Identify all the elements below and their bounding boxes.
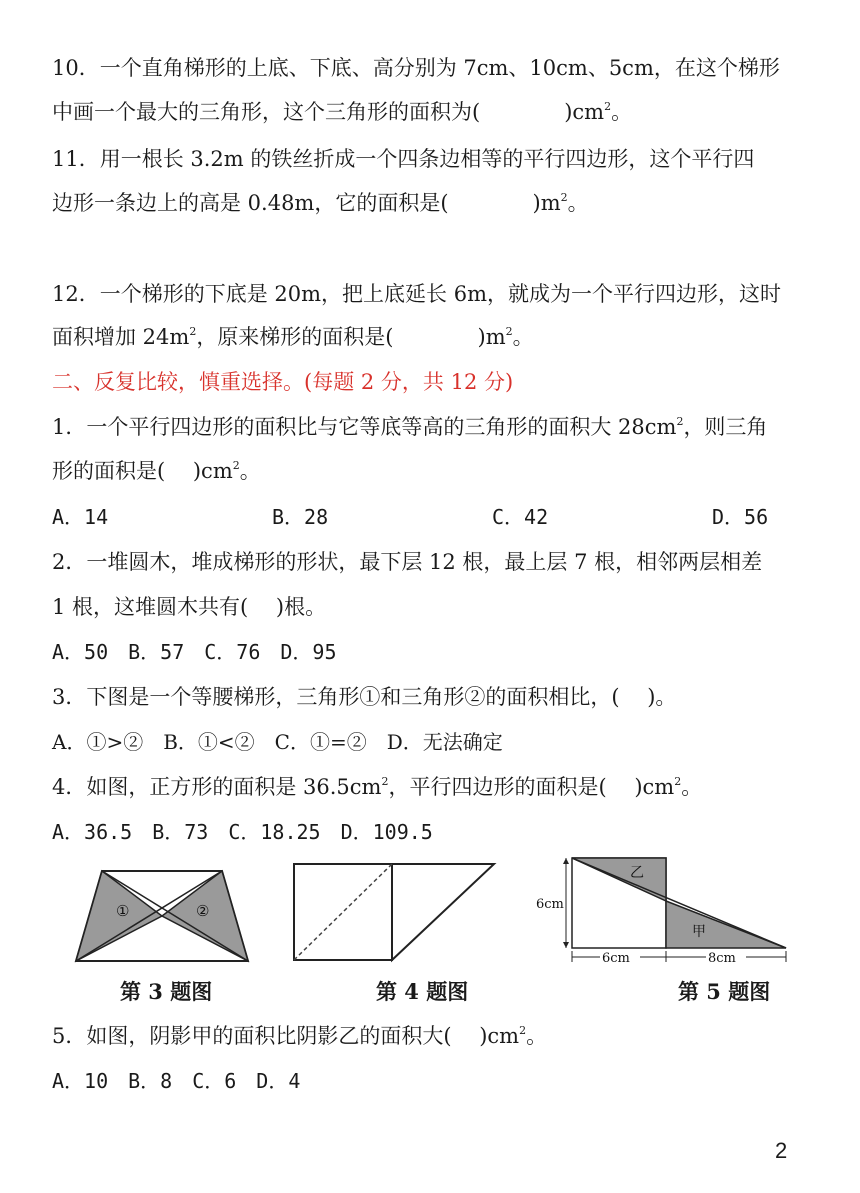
section2-title: 二、反复比较，慎重选择。(每题 2 分，共 12 分): [52, 370, 514, 394]
c4-options: A．36.5 B．73 C．18.25 D．109.5: [52, 820, 433, 844]
q11-line2: [52, 188, 808, 218]
punct: 。: [526, 1024, 548, 1048]
q12-line2: [52, 322, 808, 352]
parallelogram-triangle: [392, 864, 494, 960]
c3-options: A．①>② B．①<② C．①=② D．无法确定: [52, 730, 503, 754]
q12-line2-text-b: ，原来梯形的面积是( )m: [196, 325, 506, 349]
figure-3-trapezoid: [72, 866, 252, 964]
c2-line1: 2．一堆圆木，堆成梯形的形状，最下层 12 根，最上层 7 根，相邻两层相差: [52, 550, 763, 574]
fig4-caption: 第 4 题图: [376, 979, 469, 1004]
punct: 。: [611, 100, 633, 124]
c4-line1-text: 4．如图，正方形的面积是 36.5cm: [52, 775, 382, 799]
c1-options: [52, 502, 808, 532]
superscript: 2: [560, 191, 568, 204]
q11-line1: 11．用一根长 3.2m 的铁丝折成一个四条边相等的平行四边形，这个平行四: [52, 147, 755, 171]
c2-line2: 1 根，这堆圆木共有( )根。: [52, 595, 327, 619]
c1-line2-text: 形的面积是( )cm: [52, 459, 233, 483]
arrow-up-icon: [563, 858, 569, 864]
c2-options: A．50 B．57 C．76 D．95: [52, 640, 337, 664]
c5-line1-text: 5．如图，阴影甲的面积比阴影乙的面积大( )cm: [52, 1024, 520, 1048]
c4-line1-mid: ，平行四边形的面积是( )cm: [388, 775, 675, 799]
q12-line2-text-a: 面积增加 24m: [52, 325, 190, 349]
c1-line1-tail: ，则三角: [683, 415, 768, 439]
c1-option-c: C．42: [492, 505, 549, 529]
fig5-label-jia: 甲: [692, 924, 706, 940]
superscript: 2: [519, 1024, 527, 1037]
c4-line1: [52, 772, 808, 802]
c1-line2: [52, 456, 808, 486]
superscript: 2: [381, 775, 389, 788]
fig5-label-yi: 乙: [630, 865, 644, 881]
c5-line1: [52, 1021, 808, 1051]
c1-option-a: A．14: [52, 505, 109, 529]
q12-line1: 12．一个梯形的下底是 20m，把上底延长 6m，就成为一个平行四边形，这时: [52, 282, 781, 306]
fig3-label-1: ①: [116, 902, 130, 920]
punct: 。: [239, 459, 261, 483]
q10-line1: 10．一个直角梯形的上底、下底、高分别为 7cm、10cm、5cm，在这个梯形: [52, 56, 780, 80]
fig5-left-dim: 6cm: [536, 897, 564, 912]
superscript: 2: [676, 415, 684, 428]
fig5-caption: 第 5 题图: [678, 979, 771, 1004]
figure-5-shaded-triangles: [532, 850, 794, 968]
superscript: 2: [189, 325, 197, 338]
q10-line2-text: 中画一个最大的三角形，这个三角形的面积为( )cm: [52, 100, 605, 124]
c5-options: A．10 B．8 C．6 D．4: [52, 1069, 301, 1093]
c1-line1-text: 1．一个平行四边形的面积比与它等底等高的三角形的面积大 28cm: [52, 415, 677, 439]
superscript: 2: [232, 459, 240, 472]
fig5-bottom-dim1: 6cm: [602, 951, 630, 966]
page-number: 2: [775, 1138, 788, 1163]
q10-line2: [52, 97, 808, 127]
q11-line2-text: 边形一条边上的高是 0.48m，它的面积是( )m: [52, 191, 561, 215]
fig3-caption: 第 3 题图: [120, 979, 213, 1004]
punct: 。: [681, 775, 703, 799]
fig3-label-2: ②: [196, 902, 210, 920]
c1-option-d: D．56: [712, 505, 769, 529]
superscript: 2: [604, 100, 612, 113]
square-outline: [294, 864, 392, 960]
superscript: 2: [674, 775, 682, 788]
arrow-down-icon: [563, 942, 569, 948]
figure-4-square-parallelogram: [290, 860, 498, 964]
punct: 。: [567, 191, 589, 215]
c1-option-b: B．28: [272, 505, 329, 529]
superscript: 2: [505, 325, 513, 338]
c1-line1: [52, 412, 808, 442]
punct: 。: [512, 325, 534, 349]
fig5-bottom-dim2: 8cm: [708, 951, 736, 966]
c3-line1: 3．下图是一个等腰梯形，三角形①和三角形②的面积相比，( )。: [52, 685, 677, 709]
